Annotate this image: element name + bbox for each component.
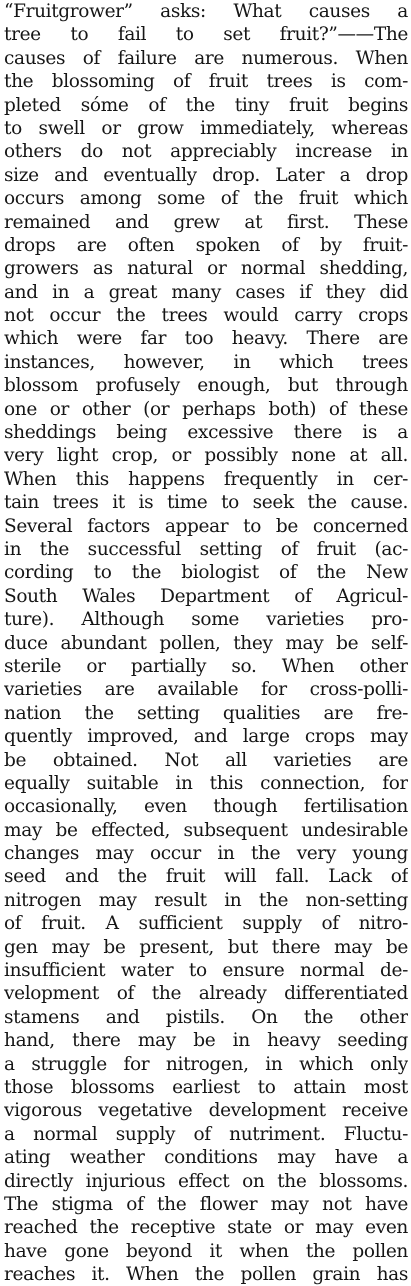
text-line: which were far too heavy. There are <box>4 328 408 350</box>
text-line: growers as natural or normal shedding, <box>4 258 408 280</box>
article-text-column <box>4 0 408 1286</box>
text-line: The stigma of the flower may not have <box>4 1193 408 1215</box>
text-line: hand, there may be in heavy seeding <box>4 1030 408 1052</box>
text-line: not occur the trees would carry crops <box>4 305 408 327</box>
text-line: and in a great many cases if they did <box>4 281 408 303</box>
text-line: insufficient water to ensure normal de- <box>4 960 408 982</box>
text-line: reaches it. When the pollen grain has <box>4 1264 408 1286</box>
text-line: remained and grew at first. These <box>4 211 408 233</box>
text-line: may be effected, subsequent undesirable <box>4 819 408 841</box>
text-line: velopment of the already differentiated <box>4 983 408 1005</box>
text-line: in the successful setting of fruit (ac- <box>4 538 408 560</box>
text-line: others do not appreciably increase in <box>4 141 408 163</box>
text-line: nitrogen may result in the non-setting <box>4 889 408 911</box>
text-line: When this happens frequently in cer- <box>4 468 408 490</box>
text-line: blossom profusely enough, but through <box>4 375 408 397</box>
text-line: reached the receptive state or may even <box>4 1217 408 1239</box>
text-line: ating weather conditions may have a <box>4 1147 408 1169</box>
text-line: changes may occur in the very young <box>4 843 408 865</box>
text-line: pleted sóme of the tiny fruit begins <box>4 94 408 116</box>
text-line: duce abundant pollen, they may be self- <box>4 632 408 654</box>
text-line: varieties are available for cross-polli- <box>4 679 408 701</box>
text-line: instances, however, in which trees <box>4 351 408 373</box>
text-line: a struggle for nitrogen, in which only <box>4 1053 408 1075</box>
text-line: be obtained. Not all varieties are <box>4 749 408 771</box>
text-line: those blossoms earliest to attain most <box>4 1076 408 1098</box>
text-line: causes of failure are numerous. When <box>4 47 408 69</box>
text-line: seed and the fruit will fall. Lack of <box>4 866 408 888</box>
text-line: tree to fail to set fruit?”——The <box>4 24 408 46</box>
text-line: gen may be present, but there may be <box>4 936 408 958</box>
text-line: South Wales Department of Agricul- <box>4 585 408 607</box>
text-line: one or other (or perhaps both) of these <box>4 398 408 420</box>
text-line: a normal supply of nutriment. Fluctu- <box>4 1123 408 1145</box>
text-line: Several factors appear to be concerned <box>4 515 408 537</box>
text-line: of fruit. A sufficient supply of nitro- <box>4 913 408 935</box>
text-line: have gone beyond it when the pollen <box>4 1240 408 1262</box>
text-line: ture). Although some varieties pro- <box>4 609 408 631</box>
text-line: size and eventually drop. Later a drop <box>4 164 408 186</box>
text-line: drops are often spoken of by fruit- <box>4 234 408 256</box>
text-line: vigorous vegetative development receive <box>4 1100 408 1122</box>
text-line: cording to the biologist of the New <box>4 562 408 584</box>
text-line: stamens and pistils. On the other <box>4 1006 408 1028</box>
text-line: to swell or grow immediately, whereas <box>4 117 408 139</box>
text-line: the blossoming of fruit trees is com- <box>4 71 408 93</box>
text-line: occurs among some of the fruit which <box>4 188 408 210</box>
text-line: very light crop, or possibly none at all. <box>4 445 408 467</box>
text-line: nation the setting qualities are fre- <box>4 702 408 724</box>
text-line: sheddings being excessive there is a <box>4 422 408 444</box>
text-line: tain trees it is time to seek the cause. <box>4 492 408 514</box>
text-line: “Fruitgrower” asks: What causes a <box>4 1 408 22</box>
text-line: occasionally, even though fertilisation <box>4 796 408 818</box>
text-line: directly injurious effect on the blossoms. <box>4 1170 408 1192</box>
text-line: equally suitable in this connection, for <box>4 772 408 794</box>
text-line: sterile or partially so. When other <box>4 655 408 677</box>
text-line: quently improved, and large crops may <box>4 726 408 748</box>
